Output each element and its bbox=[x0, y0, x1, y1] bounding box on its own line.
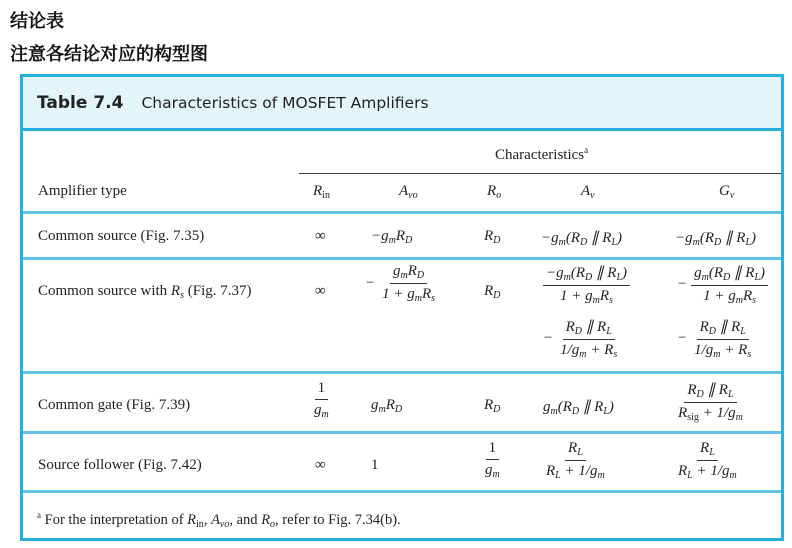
av-value: $\frac{R_L}{R_L + 1/g_m}$ bbox=[546, 440, 605, 481]
amplifier-type: Common gate (Fig. 7.39) bbox=[38, 397, 191, 413]
row-divider bbox=[23, 371, 781, 374]
characteristics-group-header: Characteristics$^a$ bbox=[495, 145, 589, 163]
ro-value: $R_D$ bbox=[484, 397, 501, 415]
col-header-amplifier-type: Amplifier type bbox=[38, 183, 127, 199]
rin-value: ∞ bbox=[315, 283, 326, 299]
mosfet-characteristics-table bbox=[20, 74, 784, 541]
col-header-ro: $R_o$ bbox=[487, 183, 502, 201]
gv-value: $\frac{R_D \parallel R_L}{R_{sig} + 1/g_m}$ bbox=[678, 382, 743, 423]
av-value-1: $\frac{-g_m(R_D \parallel R_L)}{1 + g_mR_s}$ bbox=[543, 263, 630, 306]
row-divider bbox=[23, 257, 781, 260]
gv-value: $\frac{R_L}{R_L + 1/g_m}$ bbox=[678, 440, 737, 481]
gv-value-2: − $\frac{R_D \parallel R_L}{1/g_m + R_s}$ bbox=[677, 319, 752, 360]
rin-value: ∞ bbox=[315, 228, 326, 244]
rin-value: ∞ bbox=[315, 457, 326, 473]
table-title-bar bbox=[23, 77, 781, 131]
rin-value: $\frac{1}{g_m}$ bbox=[314, 380, 329, 420]
table-footnote: $^a$ For the interpretation of $R_{in}$, $A_{vo}$, and $R_o$, refer to Fig. 7.34(b). bbox=[37, 510, 401, 530]
av-value-2: − $\frac{R_D \parallel R_L}{1/g_m + R_s}$ bbox=[543, 319, 618, 360]
gv-value: $-g_m(R_D$ ∥ $R_L$) bbox=[675, 230, 756, 248]
amplifier-type: Source follower (Fig. 7.42) bbox=[38, 457, 202, 473]
avo-value: $g_mR_D$ bbox=[371, 397, 403, 415]
avo-value: $-g_mR_D$ bbox=[371, 228, 413, 246]
heading-conclusion-table: 结论表 bbox=[10, 11, 64, 32]
row-divider bbox=[23, 211, 781, 214]
ro-value: $R_D$ bbox=[484, 228, 501, 246]
avo-value: 1 bbox=[371, 457, 379, 473]
ro-value: $\frac{1}{g_m}$ bbox=[485, 440, 500, 480]
amplifier-type: Common source (Fig. 7.35) bbox=[38, 228, 205, 244]
amplifier-type: Common source with $R_s$ (Fig. 7.37) bbox=[38, 283, 252, 301]
col-header-avo: $A_{vo}$ bbox=[399, 183, 418, 201]
av-value: $g_m(R_D$ ∥ $R_L$) bbox=[543, 399, 614, 417]
gv-value-1: − $\frac{g_m(R_D \parallel R_L)}{1 + g_mR_s}$ bbox=[677, 263, 768, 306]
av-value: $-g_m(R_D$ ∥ $R_L$) bbox=[541, 230, 622, 248]
header-rule bbox=[299, 173, 781, 174]
ro-value: $R_D$ bbox=[484, 283, 501, 301]
col-header-av: $A_v$ bbox=[581, 183, 595, 201]
col-header-rin: $R_{in}$ bbox=[313, 183, 330, 201]
col-header-gv: $G_v$ bbox=[719, 183, 735, 201]
table-number: Table 7.4 bbox=[37, 92, 124, 113]
row-divider bbox=[23, 431, 781, 434]
heading-note: 注意各结论对应的构型图 bbox=[10, 44, 208, 65]
row-divider bbox=[23, 490, 781, 493]
table-title: Characteristics of MOSFET Amplifiers bbox=[141, 93, 429, 112]
avo-value: − $\frac{g_mR_D}{1 + g_mR_s}$ bbox=[365, 263, 436, 304]
